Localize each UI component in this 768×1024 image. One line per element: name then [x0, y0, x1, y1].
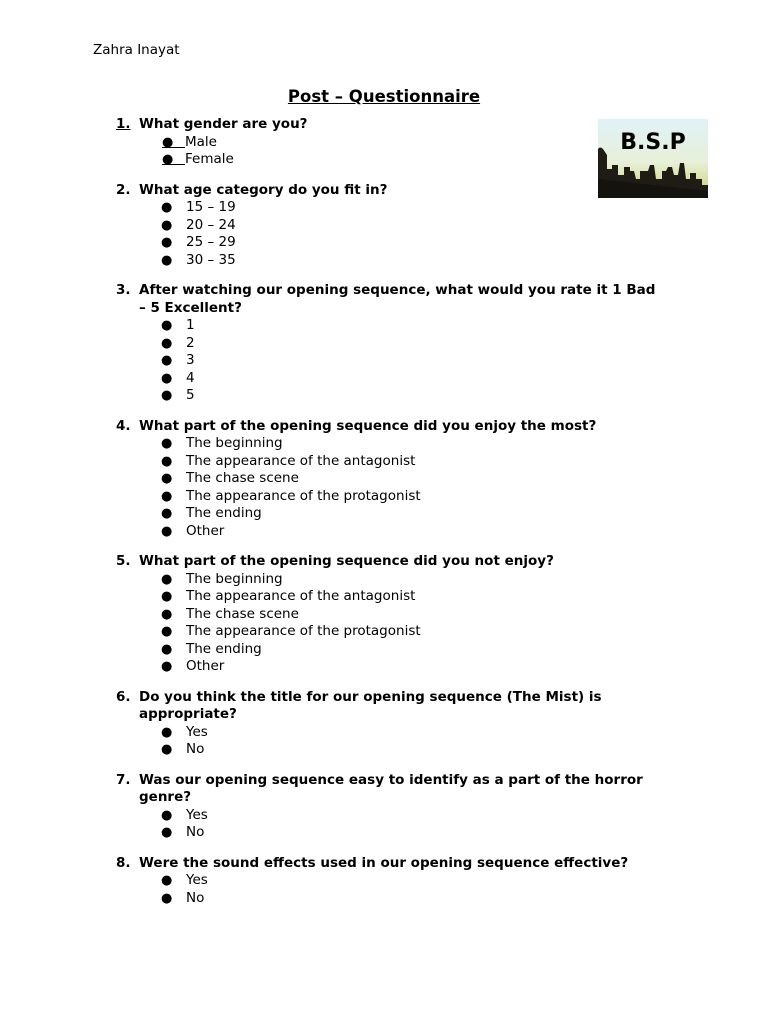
logo-text: B.S.P: [620, 130, 686, 155]
answer-options: [139, 199, 768, 269]
question-6: [0, 689, 768, 759]
answer-option[interactable]: [139, 435, 768, 453]
option-label: Yes: [186, 872, 208, 888]
answer-option[interactable]: [139, 234, 768, 252]
option-label: 3: [186, 352, 195, 368]
option-label: The chase scene: [186, 470, 299, 486]
bullet-icon: ●: [161, 235, 173, 250]
bullet-icon: ●: [161, 506, 173, 521]
option-label: No: [186, 889, 205, 906]
question-text: Do you think the title for our opening sequence (The Mist) is appropriate?: [139, 688, 602, 722]
option-label: 20 – 24: [186, 216, 236, 233]
answer-option[interactable]: [139, 523, 768, 541]
bullet-icon: ●: [161, 724, 173, 740]
question-text: What part of the opening sequence did you not enjoy?: [139, 553, 554, 569]
answer-option[interactable]: [139, 217, 768, 235]
answer-option[interactable]: [139, 470, 768, 488]
question-number: 7.: [116, 771, 131, 788]
bullet-icon: ●: [161, 742, 173, 757]
option-label: Female: [185, 151, 234, 167]
answer-option[interactable]: [139, 370, 768, 388]
answer-option[interactable]: [139, 505, 768, 523]
question-1: [0, 116, 768, 169]
author-name: Zahra Inayat: [93, 42, 180, 58]
bullet-icon: ●: [161, 571, 173, 587]
question-number: 5.: [116, 553, 131, 569]
answer-option[interactable]: [139, 606, 768, 624]
answer-option[interactable]: [139, 317, 768, 335]
option-label: 15 – 19: [186, 199, 236, 215]
bullet-icon: ●: [161, 589, 173, 604]
bullet-icon: ●: [162, 134, 174, 150]
answer-options: [139, 435, 768, 540]
option-label: The beginning: [186, 570, 283, 587]
answer-option[interactable]: [139, 252, 768, 270]
option-label: 1: [186, 317, 195, 333]
bullet-icon: ●: [161, 436, 173, 451]
answer-option[interactable]: [139, 352, 768, 370]
answer-option[interactable]: [139, 807, 768, 825]
question-2: [0, 182, 768, 270]
answer-option[interactable]: [139, 890, 768, 908]
bullet-icon: ●: [161, 488, 173, 504]
bullet-icon: ●: [161, 890, 173, 906]
option-label: The beginning: [186, 435, 283, 451]
option-label: 30 – 35: [186, 251, 236, 268]
bullet-icon: ●: [161, 453, 173, 469]
option-label: Yes: [186, 723, 208, 740]
question-4: [0, 418, 768, 541]
question-list: [0, 116, 768, 920]
option-label: 5: [186, 387, 195, 403]
answer-option[interactable]: [139, 199, 768, 217]
answer-option[interactable]: [139, 824, 768, 842]
answer-option[interactable]: [139, 741, 768, 759]
bullet-icon: ●: [161, 370, 173, 386]
bullet-icon: ●: [161, 471, 173, 486]
question-number: 3.: [116, 282, 131, 298]
answer-option[interactable]: [139, 453, 768, 471]
question-text: What age category do you fit in?: [139, 181, 388, 198]
answer-options: [139, 134, 768, 169]
option-label: The appearance of the protagonist: [186, 623, 421, 639]
option-label: The chase scene: [186, 605, 299, 622]
answer-option[interactable]: [139, 658, 768, 676]
question-text: Was our opening sequence easy to identify as a part of the horror genre?: [139, 771, 643, 805]
question-text: What part of the opening sequence did you enjoy the most?: [139, 417, 597, 434]
question-number: 6.: [116, 688, 131, 705]
question-3: [0, 282, 768, 405]
bullet-icon: ●: [161, 217, 173, 233]
bullet-icon: ●: [161, 335, 173, 351]
option-label: 2: [186, 334, 195, 351]
question-7: [0, 772, 768, 842]
option-label: The appearance of the antagonist: [186, 588, 416, 604]
option-label: No: [186, 741, 205, 757]
bullet-icon: ●: [161, 873, 173, 888]
option-label: The appearance of the protagonist: [186, 487, 421, 504]
answer-option[interactable]: [139, 588, 768, 606]
question-number: 4.: [116, 417, 131, 434]
answer-option[interactable]: [139, 641, 768, 659]
answer-option[interactable]: [139, 724, 768, 742]
bullet-icon: ●: [161, 388, 173, 403]
bullet-icon: ●: [161, 624, 173, 639]
option-label: 25 – 29: [186, 234, 236, 250]
bullet-icon: ●: [161, 318, 173, 333]
answer-option[interactable]: [139, 571, 768, 589]
bullet-icon: ●: [161, 641, 173, 657]
question-text: What gender are you?: [139, 116, 308, 132]
bullet-icon: ●: [161, 200, 173, 215]
bullet-icon: ●: [161, 353, 173, 368]
option-label: No: [186, 824, 205, 840]
bullet-icon: ●: [161, 606, 173, 622]
question-number: 1.: [116, 116, 131, 132]
option-label: 4: [186, 369, 195, 386]
bullet-icon: ●: [161, 807, 173, 823]
question-8: [0, 855, 768, 908]
option-label: The ending: [186, 505, 262, 521]
question-number: 8.: [116, 854, 131, 871]
bullet-icon: ●: [161, 825, 173, 840]
option-label: Yes: [186, 806, 208, 823]
bullet-icon: ●: [162, 152, 174, 167]
answer-option[interactable]: [139, 151, 768, 169]
option-label: The appearance of the antagonist: [186, 452, 416, 469]
answer-option[interactable]: [139, 623, 768, 641]
answer-options: [139, 317, 768, 405]
question-text: After watching our opening sequence, what would you rate it 1 Bad – 5 Excellent?: [139, 282, 656, 316]
question-5: [0, 553, 768, 676]
bullet-icon: ●: [161, 659, 173, 674]
bullet-icon: ●: [161, 523, 173, 539]
answer-option[interactable]: [139, 872, 768, 890]
answer-options: [139, 571, 768, 676]
answer-options: [139, 872, 768, 907]
answer-option[interactable]: [139, 335, 768, 353]
question-number: 2.: [116, 181, 131, 198]
answer-options: [139, 724, 768, 759]
option-label: Other: [186, 658, 225, 674]
answer-option[interactable]: [139, 134, 768, 152]
answer-option[interactable]: [139, 387, 768, 405]
answer-options: [139, 807, 768, 842]
question-text: Were the sound effects used in our opening sequence effective?: [139, 854, 629, 871]
option-label: The ending: [186, 640, 262, 657]
bullet-icon: ●: [161, 252, 173, 268]
page-title: Post – Questionnaire: [287, 87, 481, 106]
option-label: Male: [185, 133, 217, 150]
option-label: Other: [186, 522, 225, 539]
answer-option[interactable]: [139, 488, 768, 506]
